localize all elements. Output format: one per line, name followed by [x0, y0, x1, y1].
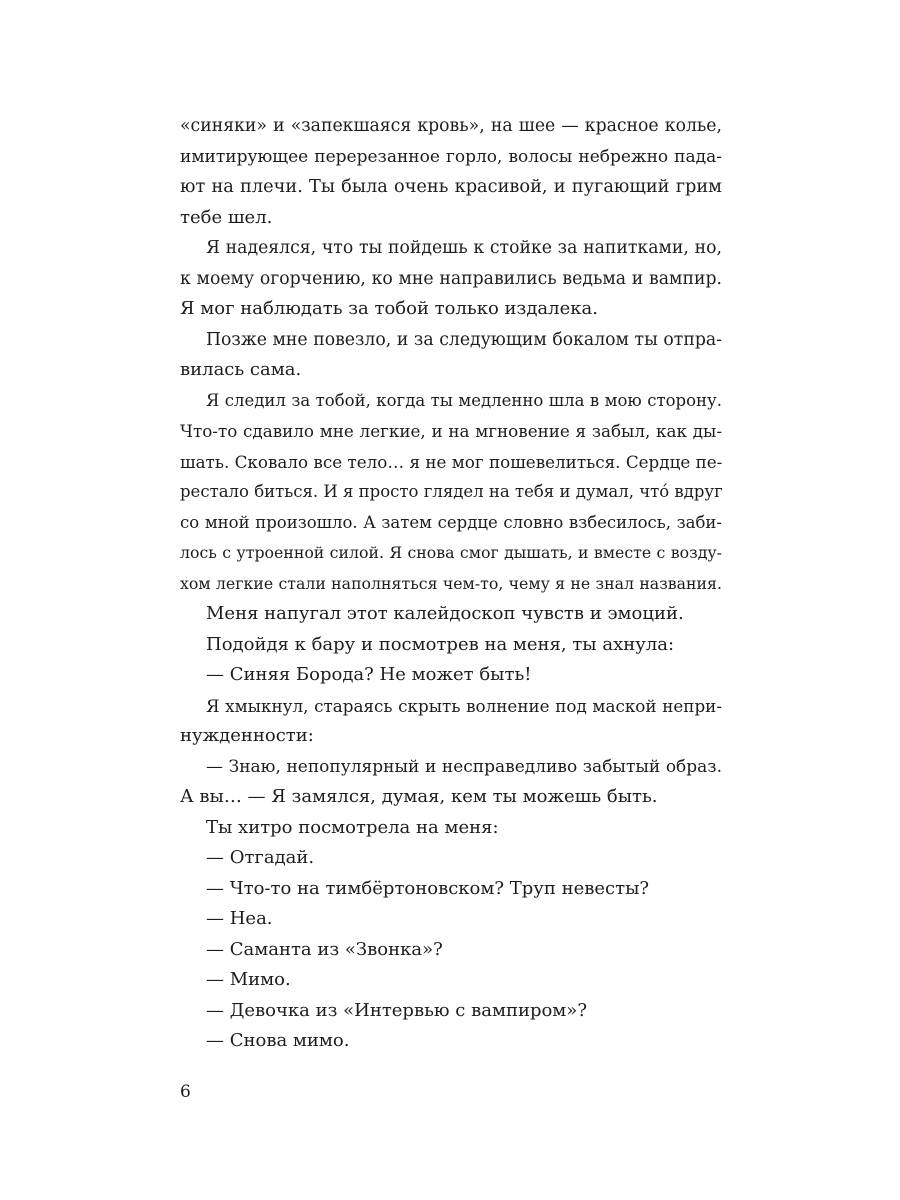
text-line: — Снова мимо.	[206, 1030, 350, 1051]
text-line: — Знаю, непопулярный и несправедливо забытый образ.	[206, 756, 722, 777]
text-line: со мной произошло. А затем сердце словно взбесилось, заби-	[180, 512, 722, 532]
text-line: — Мимо.	[206, 969, 291, 990]
text-line: Я мог наблюдать за тобой только издалека.	[180, 298, 598, 319]
text-line: нужденности:	[180, 725, 314, 746]
text-line: «синяки» и «запекшаяся кровь», на шее — красное колье,	[180, 116, 722, 136]
text-line: хом легкие стали наполняться чем-то, чему я не знал названия.	[180, 573, 722, 593]
text-line: ют на плечи. Ты была очень красивой, и пугающий грим	[180, 177, 722, 197]
text-line: — Отгадай.	[206, 847, 315, 868]
text-line: А вы… — Я замялся, думая, кем ты можешь быть.	[180, 786, 658, 807]
text-line: рестало биться. И я просто глядел на тебя и думал, что́ вдруг	[180, 482, 723, 501]
text-line: Позже мне повезло, и за следующим бокалом ты отпра-	[206, 329, 722, 350]
text-line: Я хмыкнул, стараясь скрыть волнение под маской непри-	[206, 695, 722, 716]
page-number: 6	[180, 1082, 191, 1102]
text-line: — Неа.	[206, 908, 273, 929]
text-line: Меня напугал этот калейдоскоп чувств и эмоций.	[206, 603, 684, 624]
text-line: вилась сама.	[180, 359, 302, 380]
text-line: — Синяя Борода? Не может быть!	[206, 664, 532, 685]
text-line: — Саманта из «Звонка»?	[206, 938, 443, 960]
text-line: — Что-то на тимбёртоновском? Труп невесты?	[206, 877, 650, 899]
text-line: лось с утроенной силой. Я снова смог дышать, и вместе с возду-	[180, 543, 722, 562]
text-line: — Девочка из «Интервью с вампиром»?	[206, 999, 587, 1021]
text-line: тебе шел.	[180, 206, 273, 228]
text-line: имитирующее перерезанное горло, волосы небрежно пада-	[180, 146, 722, 167]
text-line: к моему огорчению, ко мне направились ведьма и вампир.	[180, 268, 722, 289]
text-line: Я надеялся, что ты пойдешь к стойке за напитками, но,	[206, 238, 722, 258]
text-line: Я следил за тобой, когда ты медленно шла в мою сторону.	[206, 390, 722, 410]
text-line: Что-то сдавило мне легкие, и на мгновение я забыл, как ды-	[180, 421, 722, 441]
text-line: Ты хитро посмотрела на меня:	[206, 816, 499, 838]
text-line: Подойдя к бару и посмотрев на меня, ты ахнула:	[206, 633, 675, 655]
body-text	[180, 111, 722, 1057]
text-line: шать. Сковало все тело… я не мог пошевелиться. Сердце пе-	[180, 451, 723, 472]
